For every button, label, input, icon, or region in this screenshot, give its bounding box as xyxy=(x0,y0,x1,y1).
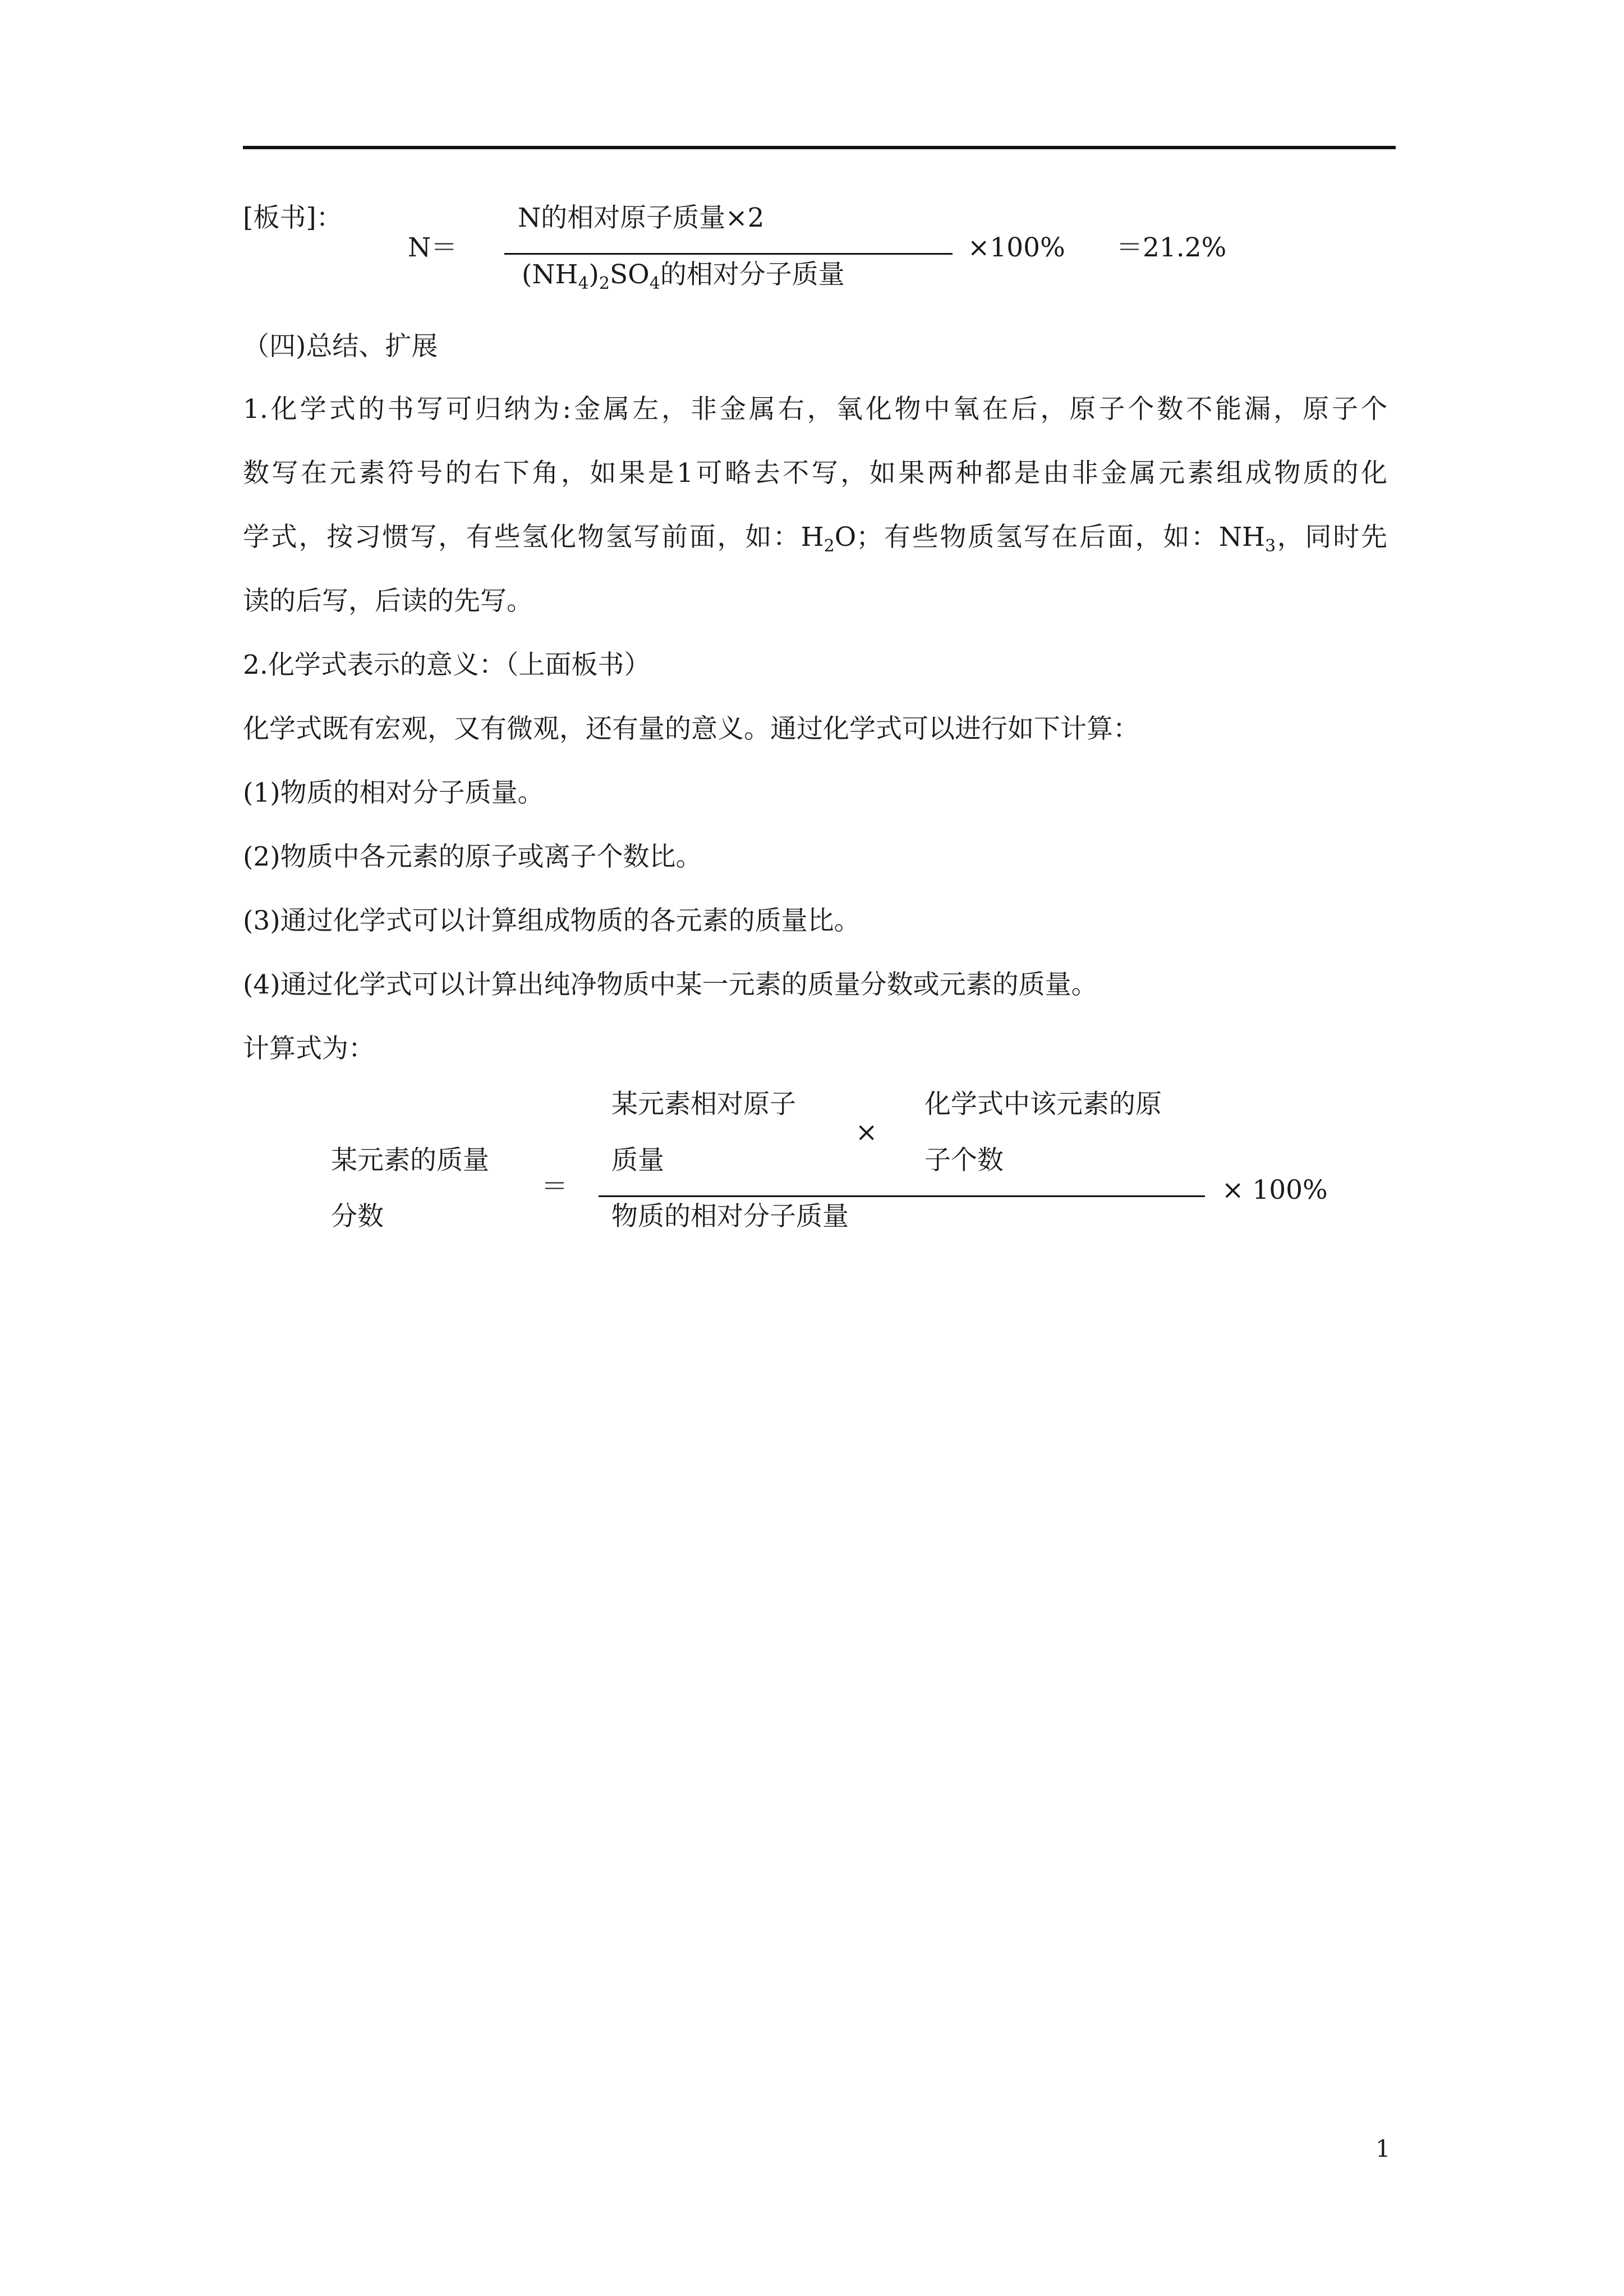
paragraph-line: 学式，按习惯写，有些氢化物氢写前面，如：$H_2O$；有些物质氢写在后面，如：$NH_3$，同时先 xyxy=(243,522,1387,556)
formula2-num-b-line2: 子个数 xyxy=(924,1145,1004,1176)
blackboard-label: [板书]： xyxy=(243,203,343,233)
paragraph-line: 1.化学式的书写可归纳为:金属左，非金属右，氧化物中氧在后，原子个数不能漏，原子个 xyxy=(243,394,1387,425)
list-item: (1)物质的相对分子质量。 xyxy=(243,777,544,808)
formula2-times: × xyxy=(855,1117,878,1148)
formula1-result: ＝21.2% xyxy=(1116,232,1227,263)
list-item: (4)通过化学式可以计算出纯净物质中某一元素的质量分数或元素的质量。 xyxy=(243,969,1098,1000)
page-number: 1 xyxy=(1375,2135,1391,2162)
formula1-numerator: N的相对原子质量×2 xyxy=(518,203,765,233)
formula2-fraction-bar xyxy=(599,1195,1205,1197)
calc-label: 计算式为： xyxy=(243,1033,375,1064)
paragraph-line: 数写在元素符号的右下角，如果是1可略去不写，如果两种都是由非金属元素组成物质的化 xyxy=(243,458,1387,489)
section-title: （四)总结、扩展 xyxy=(243,331,438,362)
intro-text: 化学式既有宏观，又有微观，还有量的意义。通过化学式可以进行如下计算： xyxy=(243,714,1139,744)
formula1-denominator: $(NH_4)_2SO_4$的相对分子质量 xyxy=(522,259,845,293)
formula2-num-a-line1: 某元素相对原子 xyxy=(611,1089,796,1120)
list-item: (3)通过化学式可以计算组成物质的各元素的质量比。 xyxy=(243,905,861,936)
formula2-equals: ＝ xyxy=(541,1171,568,1202)
formula2-lhs-line2: 分数 xyxy=(331,1201,384,1232)
paragraph-line: 读的后写，后读的先写。 xyxy=(243,586,533,616)
header-rule xyxy=(243,146,1396,149)
formula2-num-a-line2: 质量 xyxy=(611,1145,664,1176)
formula2-num-b-line1: 化学式中该元素的原 xyxy=(924,1089,1162,1120)
formula1-fraction-bar xyxy=(504,253,953,255)
formula2-times100: × 100% xyxy=(1222,1175,1328,1205)
formula2-lhs-line1: 某元素的质量 xyxy=(331,1145,489,1176)
formula1-times100: ×100% xyxy=(968,232,1065,263)
formula2-denominator: 物质的相对分子质量 xyxy=(611,1201,849,1232)
formula1-lhs: N＝ xyxy=(408,232,458,263)
list-item: (2)物质中各元素的原子或离子个数比。 xyxy=(243,841,702,872)
item-meaning-heading: 2.化学式表示的意义：（上面板书） xyxy=(243,650,651,680)
